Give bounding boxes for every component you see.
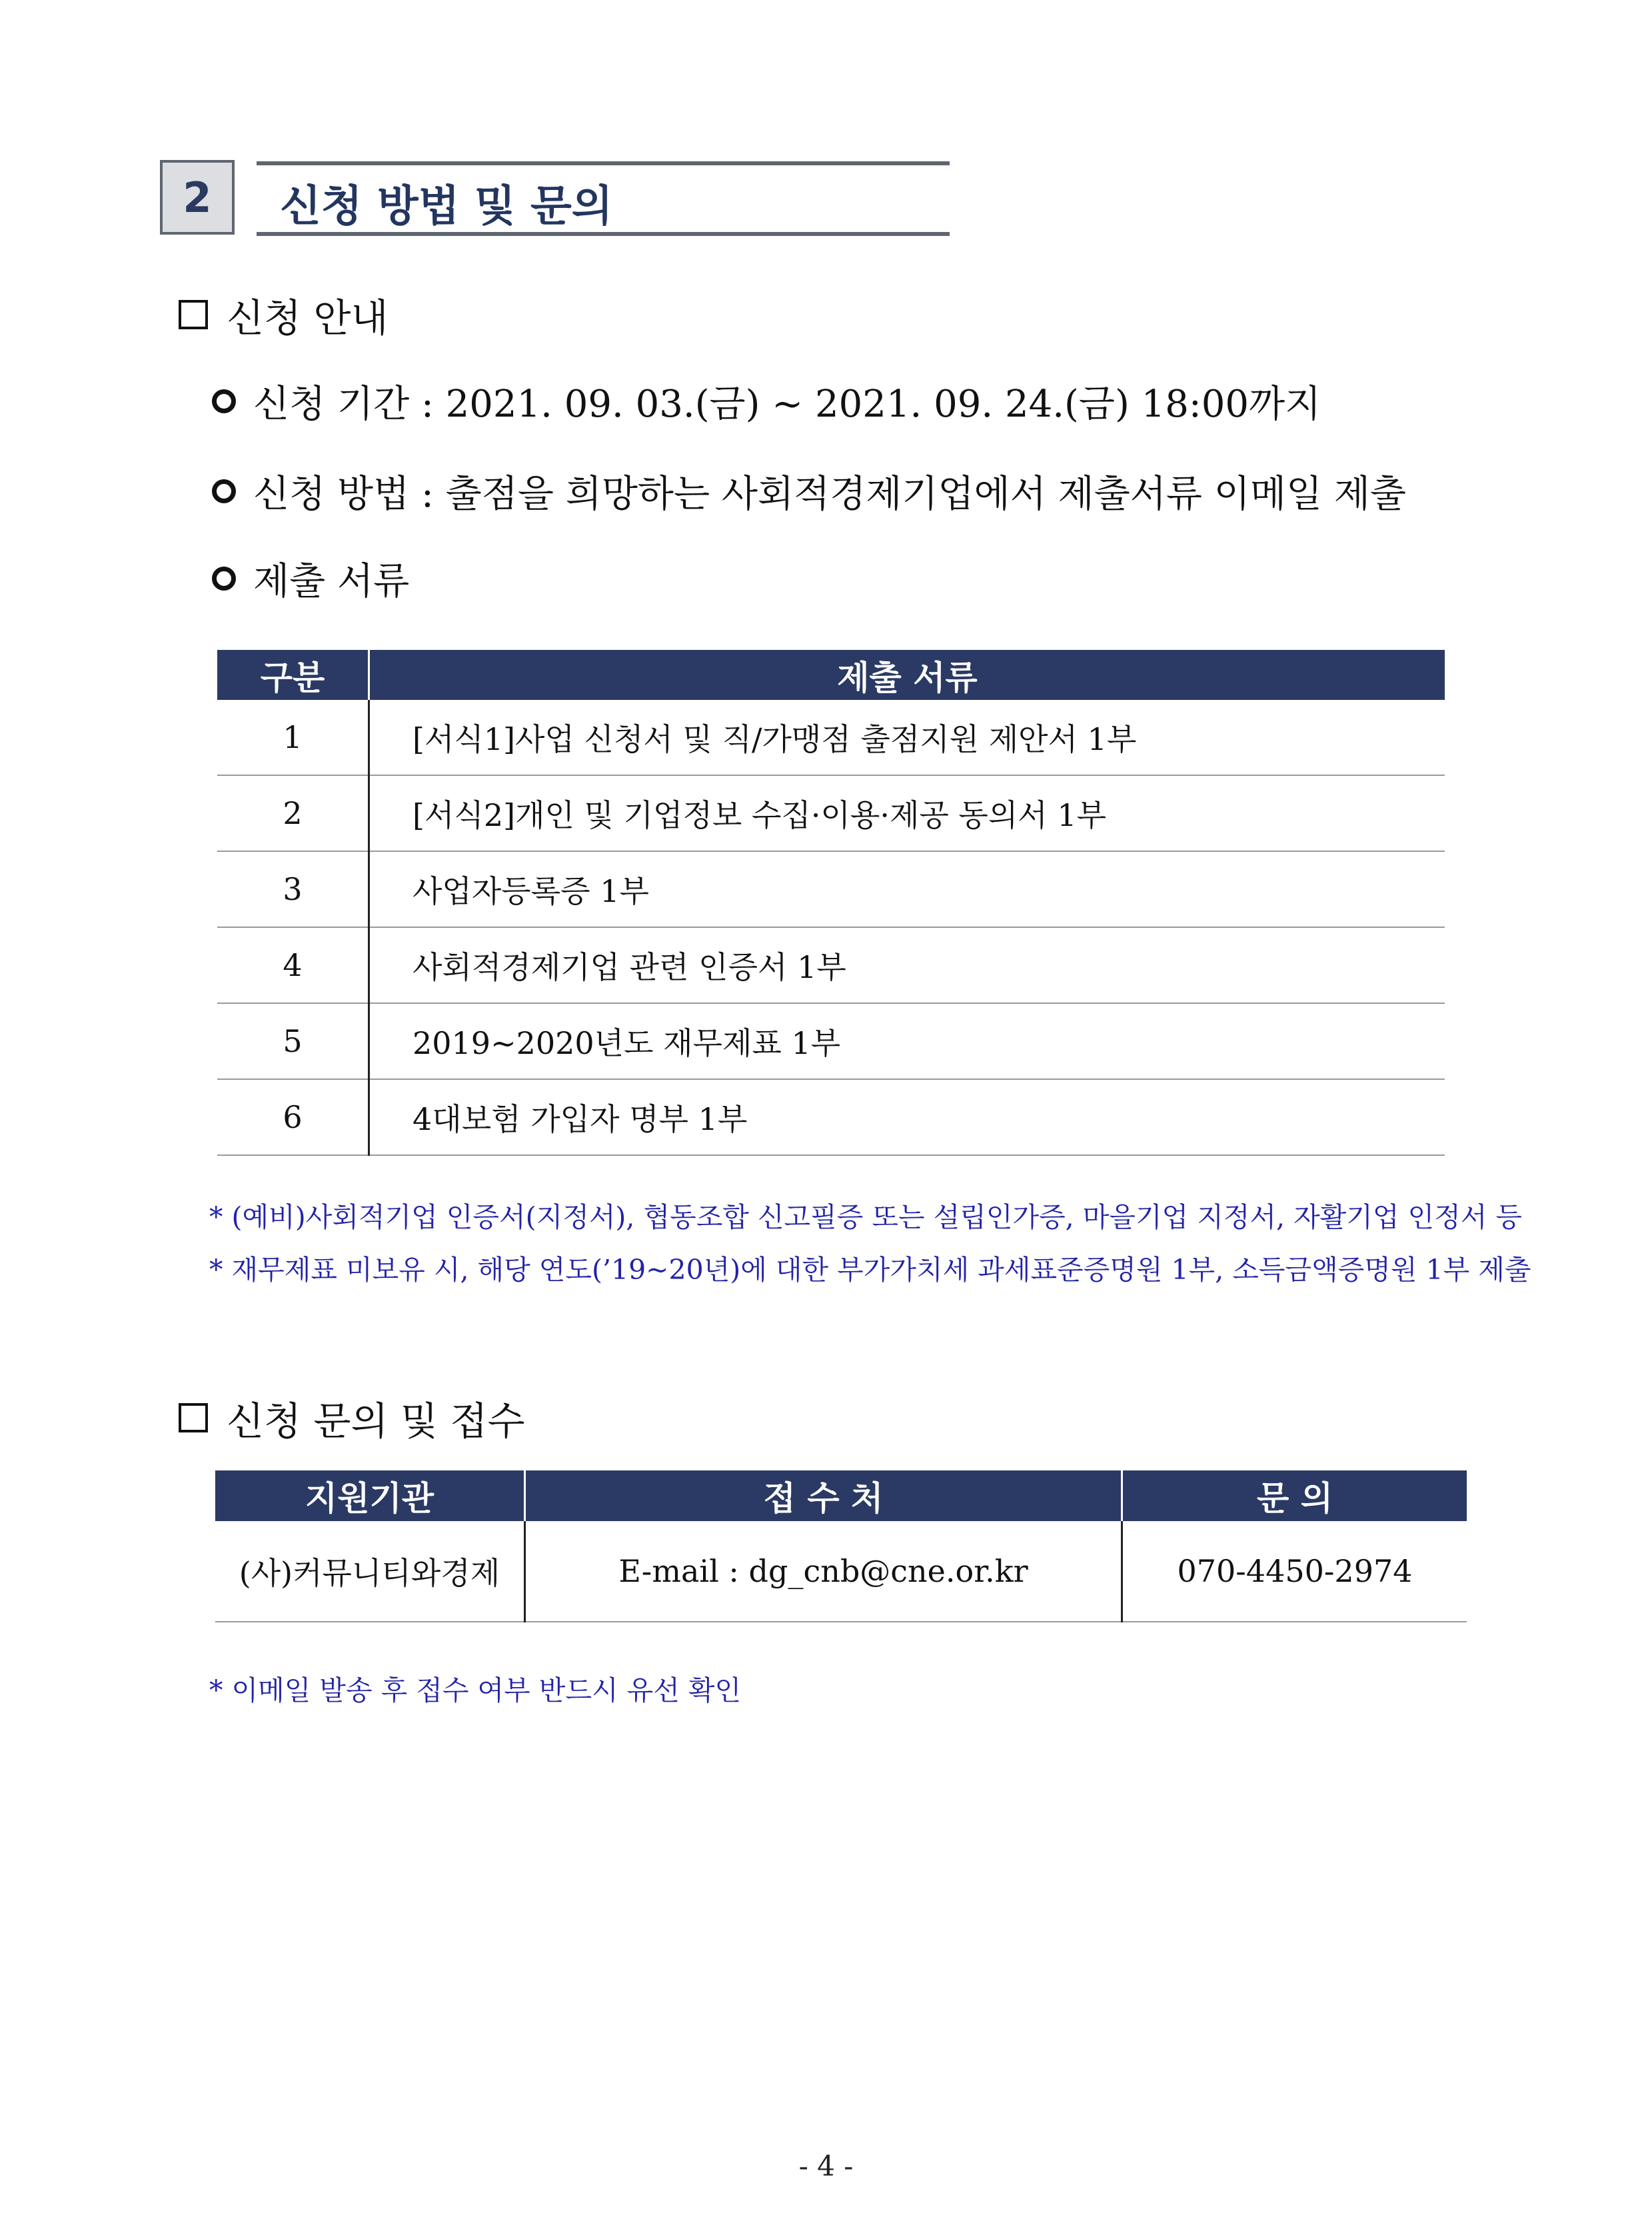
footnote-phone-confirm: * 이메일 발송 후 접수 여부 반드시 유선 확인 bbox=[209, 1674, 742, 1706]
apply-method-item bbox=[212, 465, 1406, 518]
circle-bullet-icon bbox=[212, 479, 236, 503]
table-row bbox=[217, 775, 1445, 851]
col-header-inquiry: 문 의 bbox=[1122, 1470, 1467, 1521]
apply-guide-heading bbox=[179, 287, 389, 343]
table-row bbox=[217, 1079, 1445, 1155]
row-number: 6 bbox=[217, 1079, 369, 1155]
row-number: 2 bbox=[217, 775, 369, 851]
square-bullet-icon bbox=[179, 300, 208, 329]
table-header-row bbox=[215, 1470, 1467, 1521]
square-bullet-icon bbox=[179, 1403, 208, 1432]
row-document: 사업자등록증 1부 bbox=[369, 851, 1445, 927]
row-document: 사회적경제기업 관련 인증서 1부 bbox=[369, 927, 1445, 1003]
section-number: 2 bbox=[160, 160, 235, 235]
col-header-category: 구분 bbox=[217, 650, 369, 700]
apply-period-item bbox=[212, 375, 1321, 428]
apply-method-text: 신청 방법 : 출점을 희망하는 사회적경제기업에서 제출서류 이메일 제출 bbox=[253, 473, 1407, 516]
table-row bbox=[217, 700, 1445, 775]
table-row bbox=[217, 1003, 1445, 1079]
circle-bullet-icon bbox=[212, 567, 236, 591]
contact-heading-text: 신청 문의 및 접수 bbox=[227, 1398, 525, 1444]
table-row bbox=[217, 851, 1445, 927]
inquiry-phone[interactable]: 070-4450-2974 bbox=[1122, 1521, 1467, 1622]
footnote-financials: * 재무제표 미보유 시, 해당 연도(’19~20년)에 대한 부가가치세 과세표준증명원 1부, 소득금액증명원 1부 제출 bbox=[209, 1254, 1531, 1286]
row-number: 1 bbox=[217, 700, 369, 775]
table-row bbox=[215, 1521, 1467, 1622]
col-header-agency: 지원기관 bbox=[215, 1470, 525, 1521]
page-number: - 4 - bbox=[798, 2150, 854, 2182]
row-number: 5 bbox=[217, 1003, 369, 1079]
row-document: 2019~2020년도 재무제표 1부 bbox=[369, 1003, 1445, 1079]
row-number: 3 bbox=[217, 851, 369, 927]
contact-table bbox=[215, 1470, 1467, 1622]
table-row bbox=[217, 927, 1445, 1003]
row-document: 4대보험 가입자 명부 1부 bbox=[369, 1079, 1445, 1155]
row-document: [서식1]사업 신청서 및 직/가맹점 출점지원 제안서 1부 bbox=[369, 700, 1445, 775]
contact-heading bbox=[179, 1390, 525, 1446]
col-header-reception: 접 수 처 bbox=[525, 1470, 1122, 1521]
apply-period-text: 신청 기간 : 2021. 09. 03.(금) ~ 2021. 09. 24.(금) 18:00까지 bbox=[253, 383, 1321, 426]
circle-bullet-icon bbox=[212, 389, 236, 413]
col-header-documents: 제출 서류 bbox=[369, 650, 1445, 700]
submit-docs-item bbox=[212, 552, 409, 605]
submit-docs-table bbox=[217, 650, 1445, 1156]
submit-docs-text: 제출 서류 bbox=[253, 560, 410, 603]
apply-guide-heading-text: 신청 안내 bbox=[227, 295, 389, 341]
row-document: [서식2]개인 및 기업정보 수집·이용·제공 동의서 1부 bbox=[369, 775, 1445, 851]
reception-email[interactable]: E-mail : dg_cnb@cne.or.kr bbox=[525, 1521, 1122, 1622]
agency-name: (사)커뮤니티와경제 bbox=[215, 1521, 525, 1622]
row-number: 4 bbox=[217, 927, 369, 1003]
table-header-row bbox=[217, 650, 1445, 700]
section-title: 신청 방법 및 문의 bbox=[280, 182, 613, 231]
section-rule-top bbox=[257, 161, 950, 165]
footnote-certificates: * (예비)사회적기업 인증서(지정서), 협동조합 신고필증 또는 설립인가증, 마을기업 지정서, 자활기업 인정서 등 bbox=[209, 1201, 1522, 1233]
